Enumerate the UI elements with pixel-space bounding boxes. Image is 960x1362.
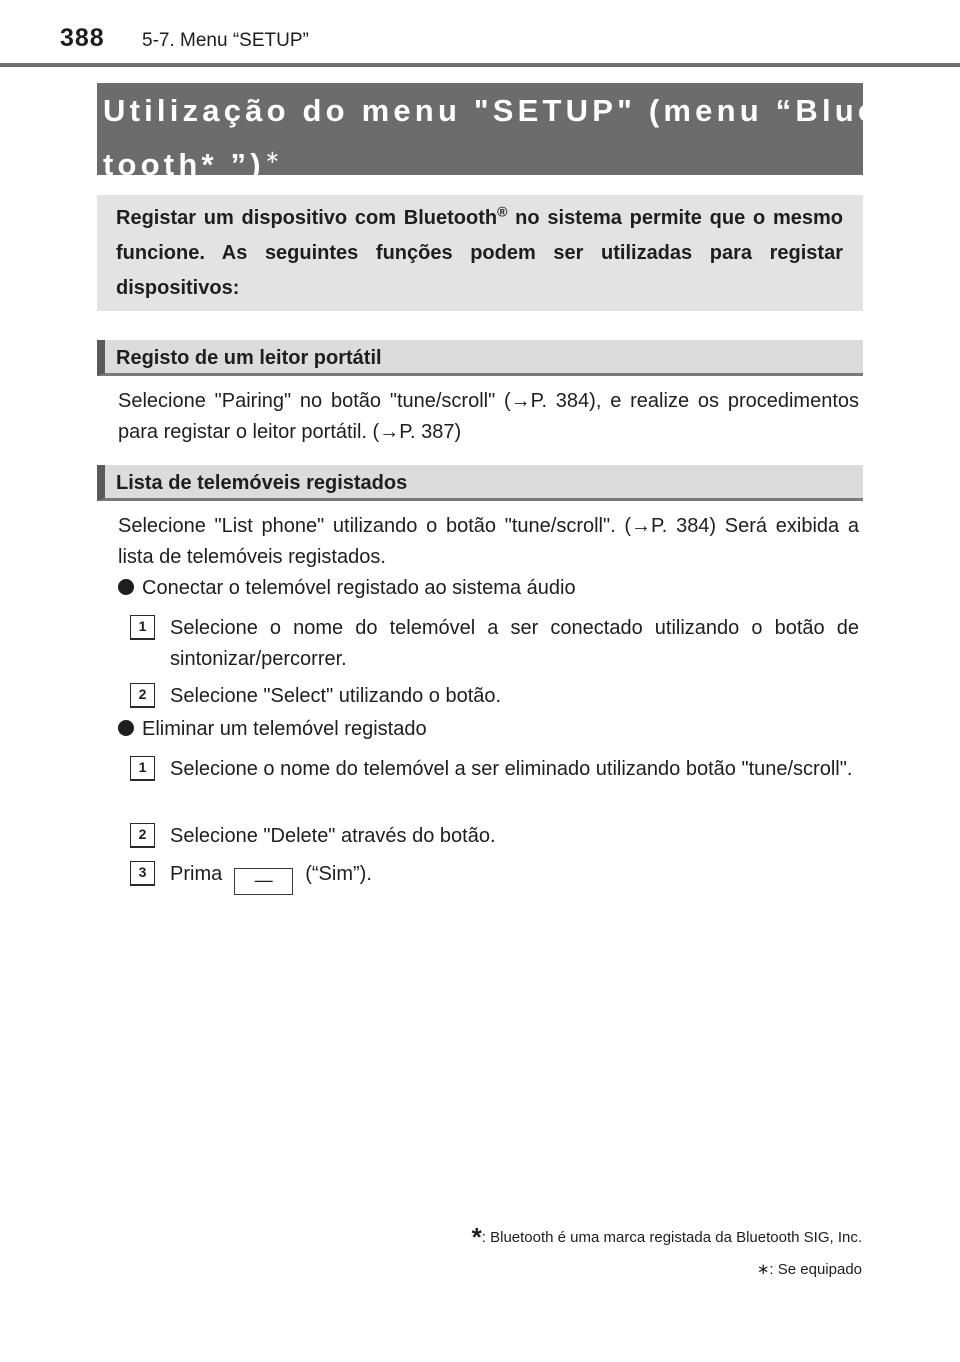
intro-text-1: Registar um dispositivo com Bluetooth: [116, 207, 498, 229]
paragraph-list-phone: Selecione "List phone" utilizando o botão "tune/scroll". (→P. 384) Será exibida a lista de telemóveis registados.: [118, 515, 859, 568]
footnote-mark: ∗: [756, 1261, 770, 1278]
step-text-after: (“Sim”).: [305, 863, 372, 885]
intro-text-2: no sistema permite que o mesmo funcione. As seguintes funções podem ser utilizadas para registar dispositivos:: [116, 207, 843, 299]
subheading-portable-player: Registo de um leitor portátil: [97, 340, 863, 376]
bullet-delete-phone: [118, 714, 427, 745]
step-text: Selecione o nome do telemóvel a ser conectado utilizando o botão de sintonizar/percorrer.: [170, 617, 859, 670]
page-title-line-2: [103, 134, 863, 188]
bullet-dot-icon: [118, 579, 134, 595]
footnote-equipped: [757, 1260, 862, 1278]
bullet-connect-phone: [118, 573, 576, 604]
registered-mark: ®: [497, 203, 508, 220]
yes-button-symbol: —: [234, 868, 293, 895]
bullet-label: Conectar o telemóvel registado ao sistema áudio: [142, 577, 576, 599]
header-divider: [0, 63, 960, 67]
step-number-badge: 3: [130, 861, 155, 886]
step-number-badge: 2: [130, 823, 155, 848]
page-number: 388: [60, 24, 105, 52]
page-title-line-1: Utilização do menu "SETUP" (menu “Blue-: [103, 93, 894, 128]
step-text: Selecione "Select" utilizando o botão.: [170, 685, 502, 707]
step-text: [170, 859, 859, 895]
footnote-star: *: [471, 1222, 482, 1252]
step-text: Selecione "Delete" através do botão.: [170, 825, 496, 847]
step-text: Selecione o nome do telemóvel a ser eliminado utilizando botão "tune/scroll".: [170, 758, 853, 780]
page-title-band: [97, 83, 894, 182]
step-number-badge: 1: [130, 615, 155, 640]
intro-box: [97, 195, 863, 311]
step-text-before: Prima: [170, 863, 223, 885]
paragraph-pairing: Selecione "Pairing" no botão "tune/scroll" (→P. 384), e realize os procedimentos para registar o leitor portátil. (→P. 387): [118, 390, 859, 443]
footnote-trademark-text: : Bluetooth é uma marca registada da Bluetooth SIG, Inc.: [481, 1229, 862, 1246]
equipped-mark: ∗: [264, 147, 280, 167]
step-number-badge: 1: [130, 756, 155, 781]
footnote-trademark: [472, 1222, 862, 1253]
page-title-line-2-text: tooth* ”): [103, 147, 265, 182]
section-title: 5-7. Menu “SETUP”: [142, 30, 309, 51]
bullet-label: Eliminar um telemóvel registado: [142, 718, 427, 740]
subheading-phone-list: Lista de telemóveis registados: [97, 465, 863, 501]
footnote-equipped-text: : Se equipado: [769, 1261, 862, 1278]
step-number-badge: 2: [130, 683, 155, 708]
bullet-dot-icon: [118, 720, 134, 736]
